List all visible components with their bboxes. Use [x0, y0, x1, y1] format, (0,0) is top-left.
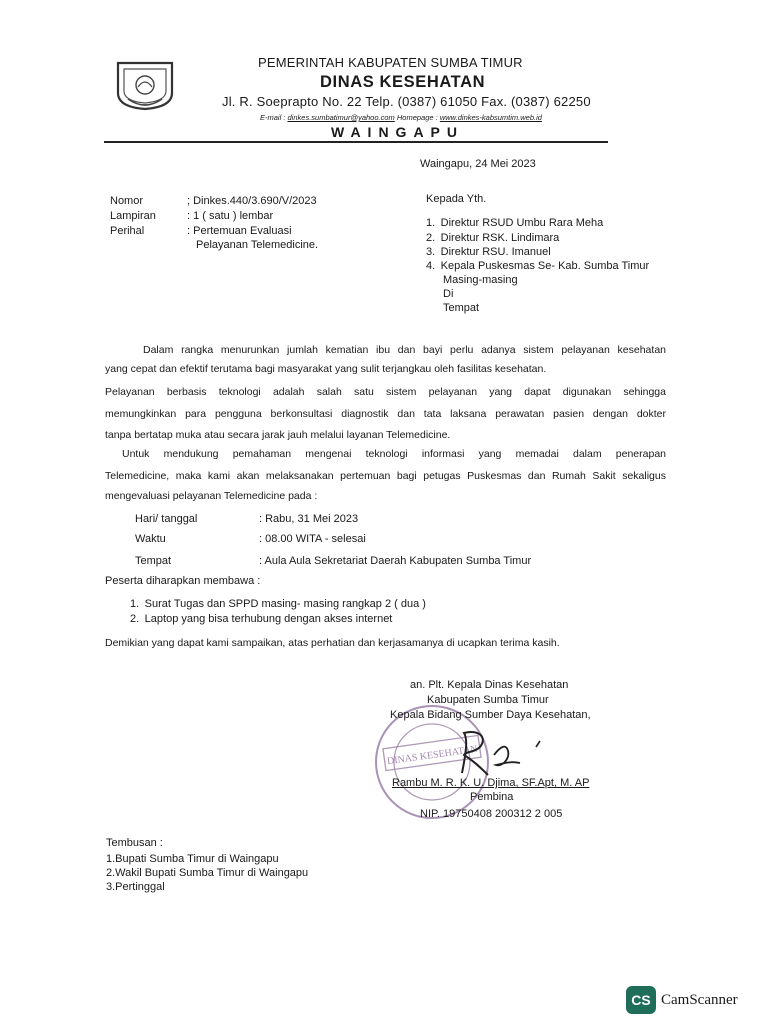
- cc-item: 2.Wakil Bupati Sumba Timur di Waingapu: [106, 867, 309, 879]
- recipient-line: Masing-masing: [443, 274, 518, 286]
- bring-item: 2. Laptop yang bisa terhubung dengan akses internet: [130, 613, 393, 625]
- email-label: E-mail :: [260, 113, 286, 122]
- closing-statement: Demikian yang dapat kami sampaikan, atas perhatian dan kerjasamanya di ucapkan terima kasih.: [105, 637, 560, 649]
- schedule-value-date: : Rabu, 31 Mei 2023: [259, 513, 359, 525]
- meta-label-subject: Perihal: [110, 225, 145, 237]
- schedule-label-date: Hari/ tanggal: [135, 513, 198, 525]
- recipient-item: 1. Direktur RSUD Umbu Rara Meha: [426, 217, 604, 229]
- body-line: Untuk mendukung pemahaman mengenai teknologi informasi yang memadai dalam penerapan: [122, 448, 666, 460]
- signatory-name: Rambu M. R. K. U. Djima, SF.Apt, M. AP: [392, 777, 590, 789]
- recipient-item: 2. Direktur RSK. Lindimara: [426, 232, 560, 244]
- recipient-line: Tempat: [443, 302, 480, 314]
- homepage-label: Homepage :: [396, 113, 438, 122]
- body-line: yang cepat dan efektif terutama bagi masyarakat yang sulit terjangkau oleh fasilitas kesehatan.: [105, 363, 547, 375]
- agency-name: DINAS KESEHATAN: [320, 73, 486, 91]
- letterhead-divider: [104, 141, 608, 143]
- meta-value-subject: : Pertemuan Evaluasi: [187, 225, 292, 237]
- recipient-item: 3. Direktur RSU. Imanuel: [426, 246, 551, 258]
- agency-address: Jl. R. Soeprapto No. 22 Telp. (0387) 61050 Fax. (0387) 62250: [222, 94, 591, 109]
- homepage-link[interactable]: www.dinkes-kabsumtim.web.id: [439, 113, 542, 122]
- schedule-label-time: Waktu: [135, 533, 166, 545]
- signatory-rank: Pembina: [470, 791, 514, 803]
- meta-value-attachment: : 1 ( satu ) lembar: [187, 210, 274, 222]
- body-line: Telemedicine, maka kami akan melaksanakan pertemuan bagi petugas Puskesmas dan Rumah Sakit sekaligus: [105, 470, 666, 482]
- meta-label-number: Nomor: [110, 195, 144, 207]
- meta-label-attachment: Lampiran: [110, 210, 156, 222]
- signatory-nip: NIP. 19750408 200312 2 005: [420, 808, 563, 820]
- government-name: PEMERINTAH KABUPATEN SUMBA TIMUR: [258, 55, 523, 70]
- letter-date: Waingapu, 24 Mei 2023: [420, 158, 536, 170]
- camscanner-watermark: [626, 986, 738, 1014]
- cc-item: 1.Bupati Sumba Timur di Waingapu: [106, 853, 279, 865]
- bring-intro: Peserta diharapkan membawa :: [105, 575, 261, 587]
- city-name: WAINGAPU: [331, 124, 464, 140]
- recipient-salutation: Kepada Yth.: [426, 193, 487, 205]
- recipient-line: Di: [443, 288, 454, 300]
- cc-title: Tembusan :: [106, 837, 163, 849]
- body-line: mengevaluasi pelayanan Telemedicine pada :: [105, 490, 318, 502]
- signature-line: an. Plt. Kepala Dinas Kesehatan: [410, 679, 569, 691]
- cc-item: 3.Pertinggal: [106, 881, 165, 893]
- contact-line: [260, 113, 542, 122]
- schedule-value-time: : 08.00 WITA - selesai: [259, 533, 366, 545]
- recipient-item: 4. Kepala Puskesmas Se- Kab. Sumba Timur: [426, 260, 650, 272]
- stamp-label: DINAS KESEHATAN: [386, 743, 479, 768]
- camscanner-name: CamScanner: [661, 991, 738, 1008]
- body-line: memungkinkan para pengguna berkonsultasi diagnostik dan tata laksana perawatan pasien dengan dokter: [105, 408, 666, 420]
- meta-value-subject-cont: Pelayanan Telemedicine.: [196, 239, 319, 251]
- bring-item: 1. Surat Tugas dan SPPD masing- masing rangkap 2 ( dua ): [130, 598, 426, 610]
- meta-value-number: ; Dinkes.440/3.690/V/2023: [187, 195, 317, 207]
- signature-line: Kepala Bidang Sumber Daya Kesehatan,: [390, 709, 591, 721]
- schedule-value-place: : Aula Aula Sekretariat Daerah Kabupaten Sumba Timur: [259, 555, 532, 567]
- body-line: Pelayanan berbasis teknologi adalah salah satu sistem pelayanan yang dapat digunakan sehingga: [105, 386, 666, 398]
- email-link[interactable]: dinkes.sumbatimur@yahoo.com: [287, 113, 395, 122]
- signature-line: Kabupaten Sumba Timur: [427, 694, 549, 706]
- handwritten-signature-icon: [440, 725, 560, 785]
- camscanner-logo-icon: CS: [626, 986, 656, 1014]
- regency-emblem-icon: [112, 57, 178, 111]
- body-line: tanpa bertatap muka atau secara jarak jauh melalui layanan Telemedicine.: [105, 429, 451, 441]
- schedule-label-place: Tempat: [135, 555, 172, 567]
- body-line: Dalam rangka menurunkan jumlah kematian ibu dan bayi perlu adanya sistem pelayanan kesehatan: [143, 344, 666, 356]
